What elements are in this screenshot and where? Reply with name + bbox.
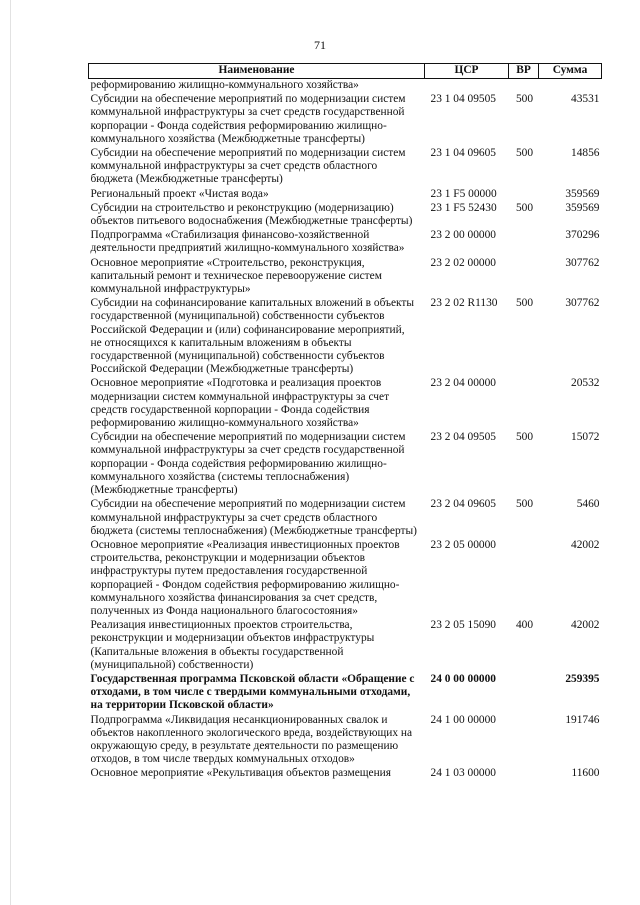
table-row [89,188,602,202]
table-row [89,431,602,498]
row-vr [509,188,539,202]
row-name: Подпрограмма «Стабилизация финансово-хозяйственной деятельности предприятий жилищно-коммунального хозяйства» [90,229,405,255]
row-csr: 23 2 02 00000 [430,256,496,269]
row-vr [509,377,539,431]
row-sum: 43531 [571,93,600,106]
row-sum: 5460 [576,498,600,511]
row-vr: 500 [515,147,534,160]
row-csr: 23 2 05 15090 [430,619,496,632]
row-vr [509,539,539,619]
row-sum: 307762 [565,256,600,269]
row-vr [509,79,539,94]
row-vr [509,257,539,298]
row-csr: 23 1 F5 52430 [430,201,497,214]
row-csr: 23 1 04 09505 [430,93,496,106]
header-vr: ВР [509,64,539,79]
header-name: Наименование [89,64,425,79]
row-vr [509,714,539,768]
table-row [89,767,602,781]
row-vr: 500 [515,297,534,310]
row-name: реформированию жилищно-коммунального хозяйства» [90,79,359,91]
row-csr: 23 2 00 00000 [430,229,496,242]
table-row [89,377,602,431]
table-row [89,297,602,377]
scan-edge-line [10,0,11,905]
row-sum: 359569 [565,187,600,200]
row-csr [425,79,509,94]
table-row [89,714,602,768]
row-sum [539,79,602,94]
table-row [89,619,602,673]
row-vr: 500 [515,93,534,106]
row-csr: 23 2 02 R1130 [430,297,498,310]
header-csr: ЦСР [425,64,509,79]
row-csr: 24 0 00 00000 [430,672,496,685]
row-vr [509,673,539,714]
row-csr: 24 1 00 00000 [430,713,496,726]
row-sum: 11600 [571,767,600,780]
table-row [89,79,602,94]
row-name: Субсидии на обеспечение мероприятий по модернизации систем коммунальной инфраструктуры за счет средств государственной корпорации - Фонда содействия реформированию жилищно-коммунального хозяйства (системы теплоснабжения) (Межбюджетные трансферты) [90,431,406,497]
table-row [89,147,602,188]
row-vr: 400 [515,619,534,632]
row-name: Государственная программа Псковской области «Обращение с отходами, в том числе с твердыми коммунальными отходами, на территории Псковской области» [90,672,415,712]
table-header-row [89,64,602,79]
row-sum: 42002 [571,538,600,551]
row-vr: 500 [515,498,534,511]
row-csr: 24 1 03 00000 [430,767,496,780]
row-name: Основное мероприятие «Реализация инвестиционных проектов строительства, реконструкции и модернизации объектов инфраструктуры путем предоставления государственной корпорацией - Фондом содействия реформированию жилищно-коммунального хозяйства финансирования за счет средств, полученных из Фонда национального благосостояния» [90,538,400,617]
row-vr [509,767,539,781]
row-name: Субсидии на обеспечение мероприятий по модернизации систем коммунальной инфраструктуры за счет средств государственной корпорации - Фонда содействия реформированию жилищно-коммунального хозяйства (Межбюджетные трансферты) [90,93,406,145]
row-name: Подпрограмма «Ликвидация несанкционированных свалок и объектов накопленного экологического вреда, воздействующих на окружающую среду, в результате деятельности по размещению отходов, в том числе твердых коммунальных отходов» [90,713,413,766]
row-csr: 23 1 04 09605 [430,147,496,160]
row-sum: 14856 [571,147,600,160]
budget-table [88,63,602,782]
row-vr [509,229,539,256]
row-name: Субсидии на строительство и реконструкцию (модернизацию) объектов питьевого водоснабжения (Межбюджетные трансферты) [90,201,413,228]
row-sum: 191746 [565,713,600,726]
row-name: Субсидии на обеспечение мероприятий по модернизации систем коммунальной инфраструктуры за счет средств областного бюджета (системы теплоснабжения) (Межбюджетные трансферты) [90,498,417,537]
row-name: Основное мероприятие «Строительство, реконструкция, капитальный ремонт и техническое перевооружение систем коммунальной инфраструктуры» [90,256,382,296]
row-csr: 23 2 05 00000 [430,538,496,551]
row-sum: 15072 [571,431,600,444]
row-sum: 370296 [565,229,600,242]
row-sum: 359569 [565,201,600,214]
table-row [89,257,602,298]
row-name: Субсидии на обеспечение мероприятий по модернизации систем коммунальной инфраструктуры за счет средств областного бюджета (Межбюджетные трансферты) [90,147,406,186]
row-vr: 500 [515,201,534,214]
table-row [89,498,602,539]
row-name: Основное мероприятие «Подготовка и реализация проектов модернизации систем коммунальной инфраструктуры за счет средств государственной корпорации - Фонда содействия реформированию жилищно-коммунального хозяйства» [90,377,390,430]
row-csr: 23 1 F5 00000 [430,187,497,200]
row-csr: 23 2 04 00000 [430,377,496,390]
row-vr: 500 [515,431,534,444]
row-sum: 20532 [571,377,600,390]
row-csr: 23 2 04 09505 [430,431,496,444]
table-row [89,202,602,229]
row-name: Реализация инвестиционных проектов строительства, реконструкции и модернизации объектов инфраструктуры (Капитальные вложения в объекты государственной (муниципальной) собственности) [90,619,375,671]
row-sum: 307762 [565,297,600,310]
table-row [89,93,602,147]
row-name: Субсидии на софинансирование капитальных вложений в объекты государственной (муниципальной) собственности субъектов Российской Федерации и (или) софинансирование мероприятий, не относящихся к капитальным вложениям в объекты государственной (муниципальной) собственности субъектов Российской Федерации (Межбюджетные трансферты) [90,297,415,376]
table-row [89,673,602,714]
header-sum: Сумма [539,64,602,79]
row-sum: 259395 [565,672,600,685]
row-name: Региональный проект «Чистая вода» [90,187,269,200]
table-row [89,539,602,619]
row-csr: 23 2 04 09605 [430,498,496,511]
page-number: 71 [314,38,326,52]
table-body [89,79,602,782]
row-name: Основное мероприятие «Рекультивация объектов размещения [90,767,392,780]
row-sum: 42002 [571,619,600,632]
table-row [89,229,602,256]
